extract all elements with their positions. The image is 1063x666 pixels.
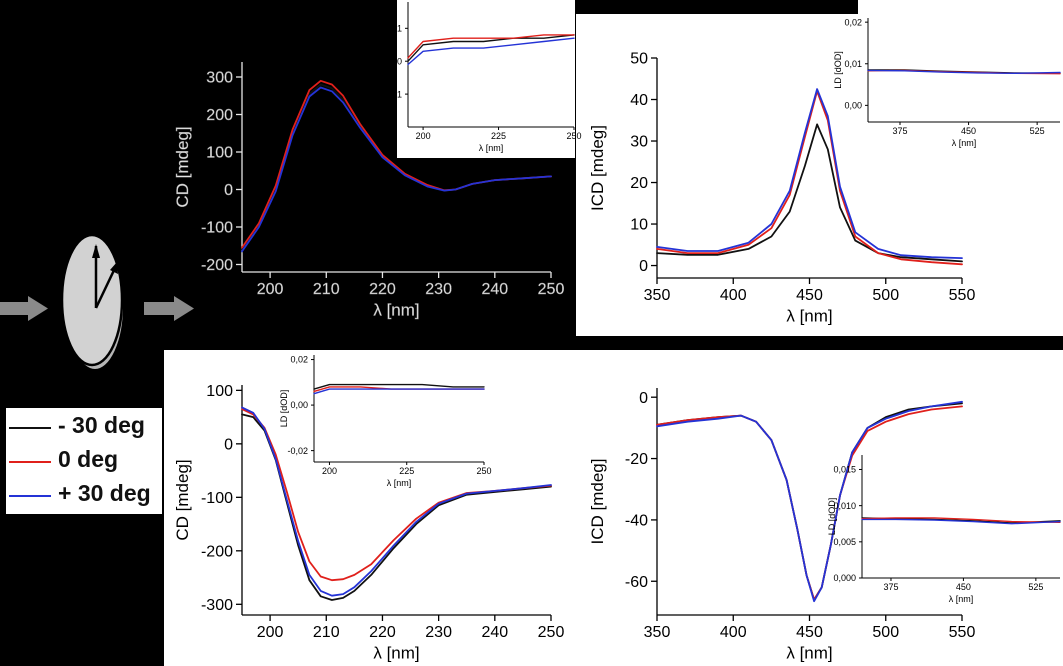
chart-icd-bottom-y-label: ICD [mdeg] xyxy=(588,458,607,545)
chart-icd-top-x-tick-label: 500 xyxy=(872,287,900,304)
chart-icd-top-y-tick-label: 20 xyxy=(630,175,648,193)
chart-icd-bottom-x-tick-label: 350 xyxy=(643,624,671,641)
chart-cd-top-y-label: CD [mdeg] xyxy=(173,126,192,208)
chart-cd-bottom-y-tick-label: -300 xyxy=(200,596,233,614)
chart-icd-bottom-y-tick-label: -40 xyxy=(624,512,648,530)
inset-ld-top-left-x-label: λ [nm] xyxy=(478,143,504,154)
chart-icd-bottom-y-tick-label: -60 xyxy=(624,573,648,591)
rotating-disc-icon xyxy=(62,230,124,370)
chart-cd-bottom-x-tick-label: 220 xyxy=(369,624,396,641)
legend-swatch xyxy=(9,495,51,497)
inset-ld-bottom-left-x-tick-label: 225 xyxy=(399,466,415,476)
chart-cd-top-y-tick-label: 100 xyxy=(206,144,233,162)
chart-icd-bottom-x-tick-label: 450 xyxy=(796,624,823,641)
chart-icd-top-y-tick-label: 0 xyxy=(639,258,648,276)
inset-ld-top-right-x-tick-label: 525 xyxy=(1029,126,1045,136)
chart-cd-top-y-tick-label: -200 xyxy=(200,257,233,275)
inset-ld-bottom-right-y-tick-label: 0,010 xyxy=(833,500,856,511)
inset-ld-top-right-x-tick-label: 375 xyxy=(892,126,908,136)
inset-ld-top-left-y-tick-label: 0,01 xyxy=(384,23,402,34)
chart-cd-top-x-tick-label: 200 xyxy=(256,281,284,298)
inset-ld-bottom-left-y-tick-label: 0,00 xyxy=(290,400,308,411)
legend-label: + 30 deg xyxy=(58,480,151,506)
chart-icd-bottom-x-tick-label: 500 xyxy=(872,624,900,641)
chart-icd-bottom-x-tick-label: 550 xyxy=(948,624,976,641)
chart-icd-top-y-tick-label: 40 xyxy=(630,92,648,110)
chart-cd-bottom-y-tick-label: 0 xyxy=(224,436,233,454)
chart-cd-bottom-y-tick-label: -100 xyxy=(200,489,233,507)
inset-ld-top-left-y-label: LD [dOD] xyxy=(373,45,383,84)
chart-cd-top-x-tick-label: 210 xyxy=(312,281,340,298)
chart-icd-top-x-tick-label: 550 xyxy=(948,287,976,304)
inset-ld-bottom-right-y-label: LD [dOD] xyxy=(827,497,837,536)
inset-ld-bottom-right-x-tick-label: 525 xyxy=(1028,582,1044,592)
chart-cd-top-y-tick-label: 300 xyxy=(206,69,233,87)
chart-cd-top-y-tick-label: 0 xyxy=(224,182,233,200)
chart-cd-top-y-tick-label: 200 xyxy=(206,107,233,125)
inset-ld-top-right-y-tick-label: 0,00 xyxy=(844,100,862,111)
inset-ld-top-right-y-tick-label: 0,02 xyxy=(844,17,862,28)
chart-cd-bottom-y-tick-label: 100 xyxy=(206,382,233,400)
inset-ld-top-left-y-tick-label: -0,01 xyxy=(381,89,402,100)
legend xyxy=(6,408,162,514)
inset-ld-bottom-right-x-tick-label: 450 xyxy=(955,582,971,592)
chart-icd-top-y-tick-label: 10 xyxy=(630,216,648,234)
inset-ld-top-left-y-tick-label: 0,00 xyxy=(384,56,402,67)
legend-label: - 30 deg xyxy=(58,412,145,438)
arrow-right xyxy=(144,296,194,321)
chart-cd-top-x-label: λ [nm] xyxy=(373,300,420,320)
chart-icd-bottom-x-tick-label: 400 xyxy=(719,624,747,641)
chart-cd-bottom-x-tick-label: 250 xyxy=(537,624,565,641)
chart-icd-top-x-tick-label: 400 xyxy=(719,287,747,304)
inset-ld-bottom-left-x-tick-label: 250 xyxy=(476,466,492,476)
chart-cd-bottom-x-tick-label: 210 xyxy=(312,624,340,641)
chart-cd-top-x-tick-label: 240 xyxy=(481,281,509,298)
chart-icd-top-y-label: ICD [mdeg] xyxy=(588,125,607,211)
chart-cd-bottom-x-tick-label: 230 xyxy=(425,624,452,641)
inset-ld-top-right-y-tick-label: 0,01 xyxy=(844,58,862,69)
inset-ld-bottom-left-x-label: λ [nm] xyxy=(386,478,412,489)
legend-item-minus-30 xyxy=(6,410,162,444)
inset-ld-bottom-right-y-tick-label: 0,015 xyxy=(833,464,856,475)
chart-icd-top-y-tick-label: 50 xyxy=(630,50,648,68)
inset-ld-top-left-x-tick-label: 200 xyxy=(415,131,431,141)
arrow-left xyxy=(0,296,48,321)
chart-cd-top-x-tick-label: 250 xyxy=(537,281,565,298)
panel-bottom-bg xyxy=(164,350,1063,666)
chart-icd-bottom-y-tick-label: -20 xyxy=(624,451,648,469)
inset-ld-top-left-x-tick-label: 225 xyxy=(491,131,507,141)
legend-swatch xyxy=(9,461,51,463)
chart-icd-top-x-tick-label: 450 xyxy=(796,287,823,304)
legend-item-0 xyxy=(6,444,162,478)
inset-ld-bottom-right-x-label: λ [nm] xyxy=(948,594,974,605)
chart-cd-top-y-tick-label: -100 xyxy=(200,219,233,237)
chart-cd-bottom-x-label: λ [nm] xyxy=(373,643,420,663)
legend-swatch xyxy=(9,427,51,429)
chart-cd-bottom-x-tick-label: 240 xyxy=(481,624,509,641)
chart-icd-top-x-tick-label: 350 xyxy=(643,287,671,304)
inset-ld-top-right-y-label: LD [dOD] xyxy=(833,51,843,89)
inset-ld-bottom-left-y-tick-label: -0,02 xyxy=(287,445,308,456)
inset-ld-top-left-x-tick-label: 250 xyxy=(566,131,582,141)
inset-ld-bottom-left-x-tick-label: 200 xyxy=(321,466,337,476)
chart-cd-bottom-x-tick-label: 200 xyxy=(256,624,284,641)
chart-icd-bottom-y-tick-label: 0 xyxy=(639,389,648,407)
chart-cd-bottom-y-label: CD [mdeg] xyxy=(173,459,192,541)
inset-ld-bottom-right-y-tick-label: 0,005 xyxy=(833,536,856,547)
legend-item-plus-30 xyxy=(6,478,162,512)
chart-cd-top-x-tick-label: 220 xyxy=(369,281,396,298)
inset-ld-bottom-right-y-tick-label: 0,000 xyxy=(833,573,856,584)
chart-cd-bottom-y-tick-label: -200 xyxy=(200,543,233,561)
inset-ld-top-right-x-tick-label: 450 xyxy=(961,126,977,136)
chart-icd-top-x-label: λ [nm] xyxy=(786,306,833,326)
inset-ld-bottom-right-x-tick-label: 375 xyxy=(883,582,899,592)
chart-icd-bottom-x-label: λ [nm] xyxy=(786,643,833,663)
inset-ld-top-right-x-label: λ [nm] xyxy=(951,138,977,149)
chart-icd-top-y-tick-label: 30 xyxy=(630,133,648,151)
inset-ld-bottom-left-y-label: LD [dOD] xyxy=(279,389,289,428)
legend-label: 0 deg xyxy=(58,446,119,472)
inset-ld-bottom-left-y-tick-label: 0,02 xyxy=(290,354,308,365)
chart-cd-top-x-tick-label: 230 xyxy=(425,281,452,298)
